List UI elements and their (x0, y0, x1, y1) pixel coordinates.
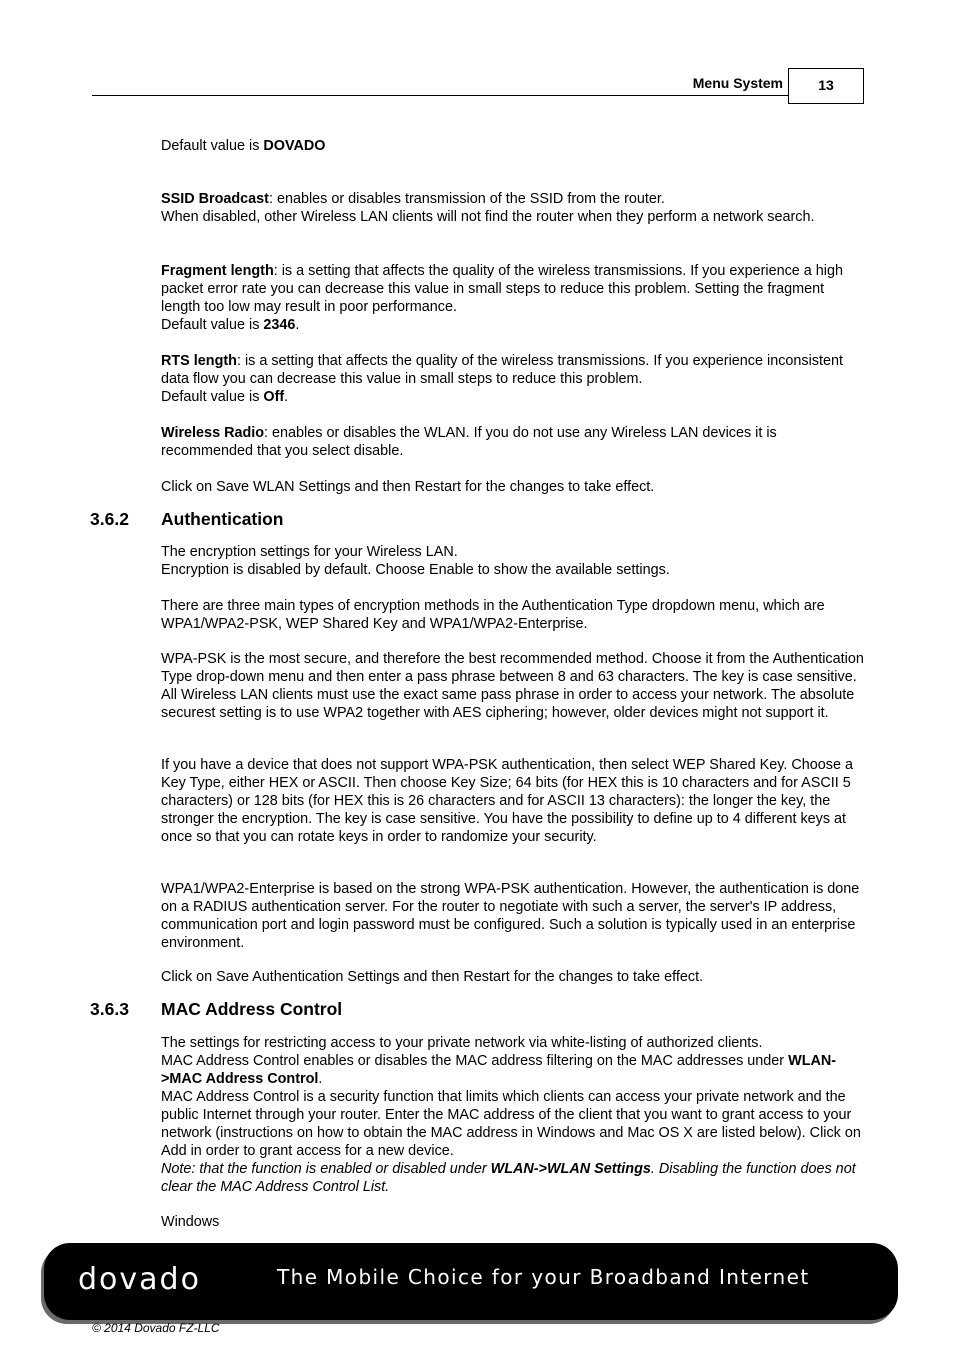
wireless-radio-paragraph: Wireless Radio: enables or disables the WLAN. If you do not use any Wireless LAN devices it is recommended that you select disable. (161, 425, 777, 459)
rts-length-term: RTS length (161, 353, 237, 369)
auth-types-paragraph: There are three main types of encryption methods in the Authentication Type dropdown menu, which are WPA1/WPA2-PSK, WEP Shared Key and WPA1/WPA2-Enterprise. (161, 598, 825, 632)
auth-wpa-psk-paragraph: WPA-PSK is the most secure, and therefore the best recommended method. Choose it from the Authentication Type drop-down menu and then enter a pass phrase between 8 and 63 characters. The key is case sensitive. All Wireless LAN clients must use the exact same pass phrase in order to access your network. The absolute securest setting is to use WPA2 together with AES ciphering; however, older devices might not support it. (161, 651, 864, 721)
default-value-dovado: Default value is DOVADO (161, 138, 326, 154)
page-number: 13 (788, 68, 864, 104)
fragment-length-paragraph: Fragment length: is a setting that affects the quality of the wireless transmissions. If you experience a high packet error rate you can decrease this value in small steps to reduce this problem. Setting the fragment length too low may result in poor performance. Default value is 2346. (161, 263, 843, 333)
windows-label: Windows (161, 1214, 220, 1230)
mac-paragraph: The settings for restricting access to your private network via white-listing of authorized clients. MAC Address Control enables or disables the MAC address filtering on the MAC addresses under WLAN->MAC Address Control. MAC Address Control is a security function that limits which clients can access your private network and the public Internet through your router. Enter the MAC address of the client that you want to grant access to your network (instructions on how to obtain the MAC address in Windows and Mac OS X are listed below). Click on Add in order to grant access for a new device. Note: that the function is enabled or disabled under WLAN->WLAN Settings. Disabling the function does not clear the MAC Address Control List. (161, 1035, 861, 1195)
auth-wep-paragraph: If you have a device that does not support WPA-PSK authentication, then select WEP Shared Key. Choose a Key Type, either HEX or ASCII. Then choose Key Size; 64 bits (for HEX this is 10 characters and for ASCII 5 characters) or 128 bits (for HEX this is 26 characters and for ASCII 13 characters): the longer the key, the stronger the encryption. The key is case sensitive. You have the possibility to define up to 4 different keys at once so that you can rotate keys in order to randomize your security. (161, 757, 853, 845)
dovado-logo (78, 1263, 230, 1295)
save-auth-paragraph: Click on Save Authentication Settings and then Restart for the changes to take effect. (161, 969, 704, 985)
header-section-title: Menu System (692, 75, 783, 91)
dovado-logo-mark (78, 1263, 230, 1295)
footer-banner (44, 1243, 898, 1320)
section-heading-authentication: 3.6.2 Authentication (90, 509, 284, 529)
fragment-length-term: Fragment length (161, 263, 274, 279)
wireless-radio-term: Wireless Radio (161, 425, 265, 441)
section-heading-mac-address-control: 3.6.3 MAC Address Control (90, 999, 343, 1019)
auth-enterprise-paragraph: WPA1/WPA2-Enterprise is based on the strong WPA-PSK authentication. However, the authentication is done on a RADIUS authentication server. For the router to negotiate with such a server, the server's IP address, communication port and login password must be configured. Such a solution is typically used in an enterprise environment. (161, 881, 860, 951)
footer-tagline: The Mobile Choice for your Broadband Internet (277, 1265, 810, 1289)
auth-intro-paragraph: The encryption settings for your Wireless LAN. Encryption is disabled by default. Choose Enable to show the available settings. (161, 544, 670, 578)
svg-text:dovado: dovado (78, 1263, 201, 1295)
ssid-broadcast-term: SSID Broadcast (161, 191, 269, 207)
copyright-notice: © 2014 Dovado FZ-LLC (92, 1321, 220, 1335)
ssid-broadcast-paragraph: SSID Broadcast: enables or disables transmission of the SSID from the router. When disabled, other Wireless LAN clients will not find the router when they perform a network search. (161, 191, 815, 225)
rts-length-paragraph: RTS length: is a setting that affects the quality of the wireless transmissions. If you experience inconsistent data flow you can decrease this value in small steps to reduce this problem. Default value is Off. (161, 353, 843, 405)
mac-note: Note: that the function is enabled or disabled under WLAN->WLAN Settings. Disabling the function does not clear the MAC Address Control List. (161, 1161, 856, 1195)
save-wlan-paragraph: Click on Save WLAN Settings and then Restart for the changes to take effect. (161, 479, 655, 495)
header-rule (92, 95, 789, 96)
